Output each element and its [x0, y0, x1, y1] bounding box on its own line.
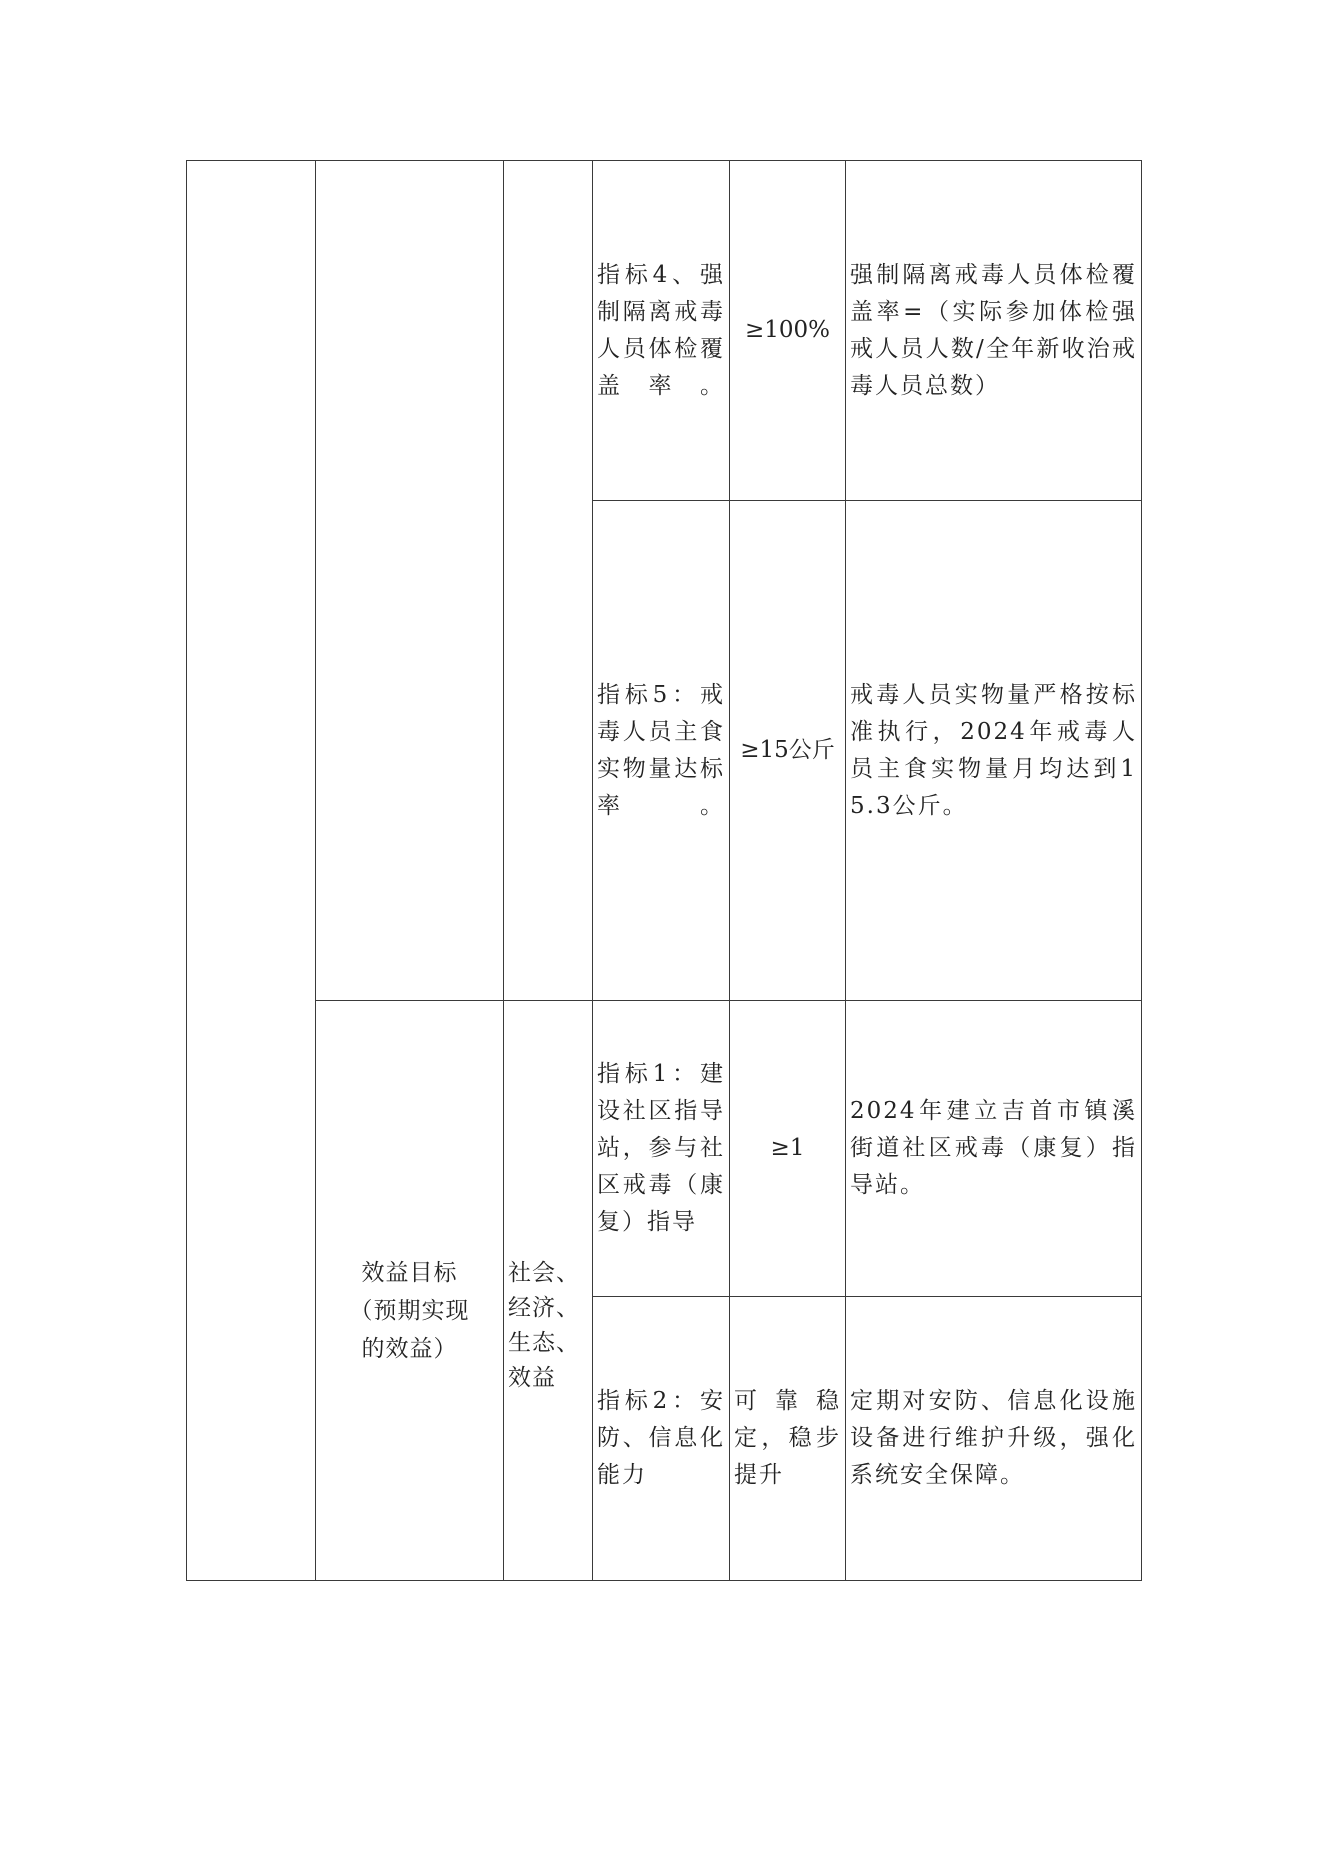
table-row [187, 161, 1142, 501]
benefit-goal-label-line: （预期实现 [349, 1297, 470, 1324]
performance-table-frame [186, 160, 1141, 1580]
level1-category-cell [187, 161, 316, 1581]
benefit-category-line: 社会、 [508, 1259, 580, 1286]
description-cell [846, 1297, 1142, 1581]
value-cell [730, 161, 846, 501]
benefit-goal-label [316, 1214, 503, 1368]
indicator-cell [593, 161, 730, 501]
value-cell [730, 1297, 846, 1581]
benefit-goal-label-line: 的效益） [361, 1335, 458, 1362]
target-value: ≥100% [744, 317, 831, 343]
indicator-description: 2024年建立吉首市镇溪街道社区戒毒（康复）指导站。 [850, 1098, 1137, 1198]
value-cell [730, 1001, 846, 1297]
table-row [187, 1001, 1142, 1297]
indicator-text: 指标1：建设社区指导站，参与社区戒毒（康复）指导 [597, 1061, 725, 1235]
value-cell [730, 501, 846, 1001]
indicator-cell [593, 1001, 730, 1297]
benefit-category-line: 生态、 [508, 1329, 580, 1356]
description-cell [846, 161, 1142, 501]
target-value: ≥1 [770, 1135, 805, 1161]
indicator-description: 强制隔离戒毒人员体检覆盖率=（实际参加体检强戒人员人数/全年新收治戒毒人员总数） [850, 261, 1137, 399]
target-value: 可靠稳定，稳步提升 [734, 1388, 841, 1488]
benefit-goal-cell [316, 1001, 504, 1581]
indicator-cell [593, 501, 730, 1001]
benefit-category-cell [504, 1001, 593, 1581]
benefit-category-label [504, 1186, 592, 1396]
target-value: ≥15公斤 [740, 737, 835, 763]
description-cell [846, 501, 1142, 1001]
indicator-text: 指标2：安防、信息化能力 [597, 1388, 725, 1488]
benefit-category-line: 经济、 [508, 1294, 580, 1321]
description-cell [846, 1001, 1142, 1297]
indicator-description: 定期对安防、信息化设施设备进行维护升级，强化系统安全保障。 [850, 1388, 1137, 1488]
benefit-goal-label-line: 效益目标 [361, 1259, 458, 1286]
level3-category-cell [504, 161, 593, 1001]
indicator-cell [593, 1297, 730, 1581]
benefit-category-line: 效益 [508, 1364, 556, 1391]
indicator-description: 戒毒人员实物量严格按标准执行，2024年戒毒人员主食实物量月均达到15.3公斤。 [850, 681, 1137, 819]
performance-goal-table [186, 160, 1142, 1581]
indicator-text: 指标4、强制隔离戒毒人员体检覆盖率。 [597, 261, 725, 399]
indicator-text: 指标5：戒毒人员主食实物量达标率。 [597, 681, 725, 819]
level2-category-cell [316, 161, 504, 1001]
